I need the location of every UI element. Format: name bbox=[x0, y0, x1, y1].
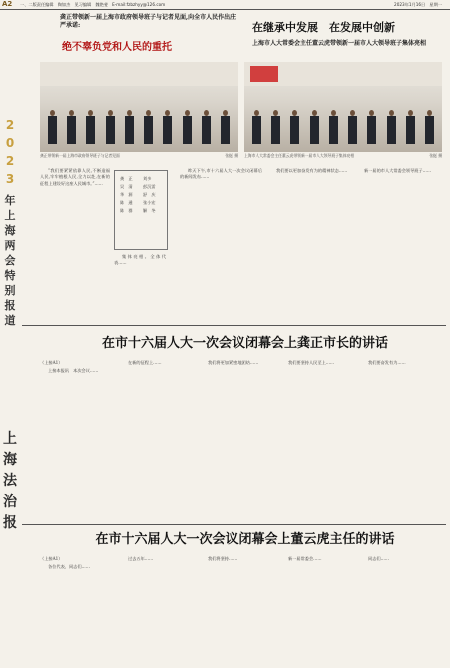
header-editors: 一、二版责任编辑 陶如杰 见习编辑 魏艳斐 E-mail:fzbzhyy@126.com bbox=[20, 2, 166, 7]
namebox-name: 刘多 bbox=[143, 176, 152, 181]
story2-headline: 在继承中发展 在发展中创新 bbox=[252, 21, 395, 34]
masthead-char: 报 bbox=[3, 515, 17, 531]
story1-photo bbox=[40, 62, 238, 152]
page-header bbox=[0, 0, 450, 9]
speech1-column: 我们要奋发有为…… bbox=[368, 360, 406, 365]
namebox-name: 陈 通 bbox=[120, 200, 133, 205]
namebox-name: 张小宏 bbox=[143, 200, 156, 205]
side-title-char: 年 bbox=[4, 194, 16, 207]
speech2-column: 我们将坚持…… bbox=[208, 556, 238, 561]
year-digit: 2 bbox=[5, 118, 15, 132]
side-title-char: 报 bbox=[4, 299, 16, 312]
speech2-headline: 在市十六届人大一次会议闭幕会上董云虎主任的讲话 bbox=[95, 532, 395, 547]
section-rule bbox=[22, 325, 446, 326]
speech2-column: 同志们…… bbox=[368, 556, 389, 561]
photo-people bbox=[252, 110, 434, 144]
side-title-char: 特 bbox=[4, 269, 16, 282]
speech1-column: 上接本报讯 本次会议…… bbox=[48, 368, 99, 373]
story2-subhead: 上海市人大常委会主任董云虎带领新一届市人大领导班子集体亮相 bbox=[252, 40, 427, 47]
masthead-char: 法 bbox=[3, 473, 17, 489]
side-title-char: 两 bbox=[4, 239, 16, 252]
side-title-char: 上 bbox=[4, 209, 16, 222]
story2-photo bbox=[244, 62, 442, 152]
story1-namebox bbox=[114, 170, 168, 250]
story1-caption: 龚正带领新一届上海市政府领导班子与记者见面 bbox=[40, 153, 120, 158]
masthead-char: 海 bbox=[3, 452, 17, 468]
speech1-headline: 在市十六届人大一次会议闭幕会上龚正市长的讲话 bbox=[101, 336, 388, 351]
namebox-name: 解 冬 bbox=[143, 208, 156, 213]
namebox-name: 华 源 bbox=[120, 192, 133, 197]
photo-wall bbox=[40, 62, 238, 86]
story2-column: 我们要以更加奋发有为的精神状态…… bbox=[276, 168, 348, 173]
side-title-char: 会 bbox=[4, 254, 16, 267]
story2-column: 新一届的市人大常委会领导班子…… bbox=[364, 168, 432, 173]
speech1-source: （上接A1） bbox=[40, 360, 63, 365]
story2-caption: 上海市人大常委会主任董云虎带领新一届市人大领导班子集体亮相 bbox=[244, 153, 355, 158]
speech1-column: 我们要坚持人民至上…… bbox=[288, 360, 335, 365]
year-digit: 2 bbox=[5, 154, 15, 168]
namebox-name: 舒 庆 bbox=[143, 192, 156, 197]
speech2-column: 各位代表、同志们…… bbox=[48, 564, 90, 569]
masthead-char: 治 bbox=[3, 494, 17, 510]
story1-column: “我们要紧紧依靠人民,不断造福人民,牢牢植根人民,全力以赴,在新的征程上建设好这座人民城市。”…… bbox=[40, 168, 110, 186]
namebox-name: 吴 清 bbox=[120, 184, 133, 189]
story2-column: 昨天下午,市十六届人大一次会议闭幕后的新闻发布…… bbox=[180, 168, 262, 180]
side-title-char: 道 bbox=[4, 314, 16, 327]
speech2-column: 新一届常委会…… bbox=[288, 556, 322, 561]
side-title-char: 海 bbox=[4, 224, 16, 237]
header-rule bbox=[0, 9, 450, 10]
namebox-name: 龚 正 bbox=[120, 176, 133, 181]
story1-credit: 张挺 摄 bbox=[225, 153, 238, 158]
photo-flags bbox=[250, 66, 278, 82]
year-digit: 0 bbox=[5, 136, 15, 150]
sidebar bbox=[0, 10, 20, 660]
side-title-char: 别 bbox=[4, 284, 16, 297]
header-date: 2023年1月16日 星期一 bbox=[394, 2, 442, 7]
photo-people bbox=[48, 110, 230, 144]
speech2-source: （上接A1） bbox=[40, 556, 63, 561]
speech1-column: 我们将更加紧密地团结…… bbox=[208, 360, 259, 365]
year-digit: 3 bbox=[5, 172, 15, 186]
page-number: A2 bbox=[2, 0, 13, 8]
namebox-name: 彭沉雷 bbox=[143, 184, 156, 189]
story2-credit: 张挺 摄 bbox=[429, 153, 442, 158]
namebox-name: 陈 群 bbox=[120, 208, 133, 213]
speech1-column: 在新的征程上…… bbox=[128, 360, 162, 365]
story1-headline: 绝不辜负党和人民的重托 bbox=[62, 42, 172, 53]
section-rule bbox=[22, 524, 446, 525]
speech2-column: 过去五年…… bbox=[128, 556, 154, 561]
story1-kicker: 龚正带领新一届上海市政府领导班子与记者见面,向全市人民作出庄严承诺: bbox=[60, 14, 237, 29]
masthead-char: 上 bbox=[3, 431, 17, 447]
story1-column: 集体亮相。全体代表…… bbox=[114, 254, 166, 266]
